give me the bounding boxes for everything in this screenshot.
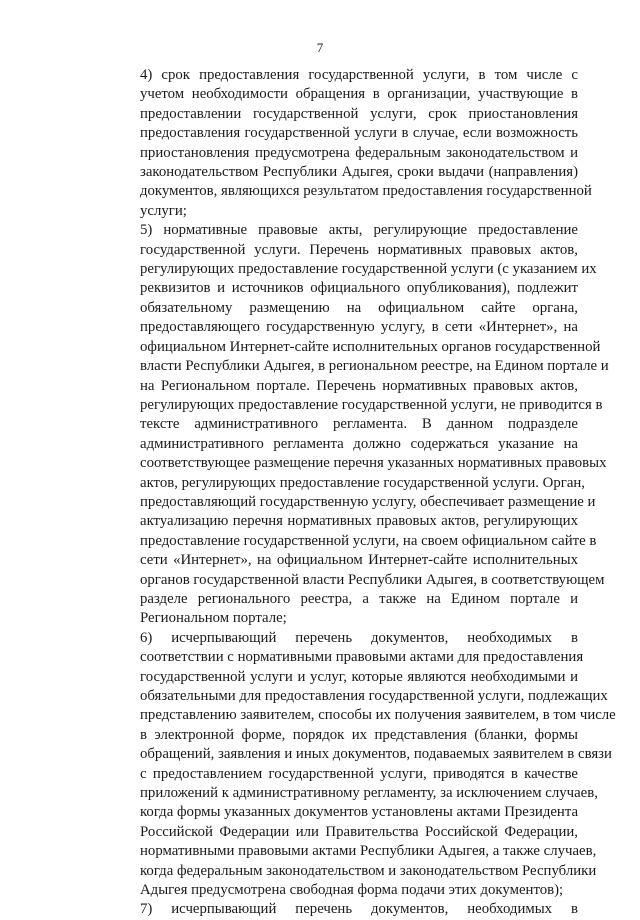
text-line: представлению заявителем, способы их получения заявителем, в том числе: [140, 707, 616, 724]
text-line: актов, регулирующих предоставление государственной услуги. Орган,: [140, 474, 586, 491]
text-line: 5) нормативные правовые акты, регулирующие предоставление: [140, 222, 578, 239]
text-line: обращений, заявления и иных документов, подаваемых заявителем в связи: [140, 746, 612, 763]
text-line: 7) исчерпывающий перечень документов, необходимых в: [140, 901, 578, 918]
text-line: с предоставлением государственной услуги, приводятся в качестве: [140, 765, 578, 782]
text-line: предоставляющего государственную услугу, в сети «Интернет», на: [140, 319, 578, 336]
text-line: когда федеральным законодательством и законодательством Республики: [140, 862, 597, 879]
text-line: 4) срок предоставления государственной услуги, в том числе с: [140, 67, 578, 83]
text-line: сети «Интернет», на официальном Интернет-сайте исполнительных: [140, 552, 578, 569]
text-line: когда формы указанных документов установлены актами Президента: [140, 804, 579, 821]
text-line: предоставления государственной услуги в случае, если возможность: [140, 125, 578, 142]
text-line: услуги;: [140, 202, 187, 219]
text-line: предоставление государственной услуги, на своем официальном сайте в: [140, 532, 597, 549]
text-line: соответствии с нормативными правовыми актами для предоставления: [140, 649, 584, 666]
text-line: власти Республики Адыгея, в региональном реестре, на Едином портале и: [140, 358, 609, 375]
text-line: государственной услуги. Перечень нормативных правовых актов,: [140, 241, 578, 258]
text-line: учетом необходимости обращения в организации, участвующие в: [140, 86, 578, 103]
paragraph-3: [88, 629, 616, 901]
text-line: органов государственной власти Республики Адыгея, в соответствующем: [140, 571, 605, 588]
text-line: Адыгея предусмотрена свободная форма подачи этих документов);: [140, 882, 564, 899]
text-line: приостановления предусмотрена федеральным законодательством и: [140, 144, 578, 161]
text-line: нормативными правовыми актами Республики Адыгея, а также случаев,: [140, 843, 597, 860]
text-line: Региональном портале;: [140, 610, 287, 627]
text-line: 6) исчерпывающий перечень документов, необходимых в: [140, 629, 578, 646]
text-line: предоставлении государственной услуги, срок приостановления: [140, 105, 578, 122]
text-line: регулирующих предоставление государственной услуги (с указанием их: [140, 261, 597, 278]
text-line: официальном Интернет-сайте исполнительных органов государственной: [140, 338, 601, 355]
text-line: соответствующее размещение перечня указанных нормативных правовых: [140, 455, 607, 472]
text-line: обязательному размещению на официальном сайте органа,: [140, 299, 578, 316]
text-line: административного регламента должно содержаться указание на: [140, 435, 578, 452]
text-line: обязательными для предоставления государственной услуги, подлежащих: [140, 688, 608, 704]
text-line: государственной услуги и услуг, которые являются необходимыми и: [140, 668, 578, 685]
body-text: [88, 66, 616, 920]
text-line: законодательством Республики Адыгея, сроки выдачи (направления): [140, 164, 578, 181]
text-line: на Региональном портале. Перечень нормативных правовых актов,: [140, 377, 578, 394]
text-line: тексте административного регламента. В данном подразделе: [140, 416, 578, 433]
text-line: реквизитов и источников официального опубликования), подлежит: [140, 280, 578, 297]
text-line: документов, являющихся результатом предоставления государственной: [140, 183, 592, 200]
paragraph-1: [88, 66, 592, 221]
text-line: актуализацию перечня нормативных правовых актов, регулирующих: [140, 513, 578, 530]
text-line: предоставляющий государственную услугу, обеспечивает размещение и: [140, 493, 596, 510]
text-line: регулирующих предоставление государственной услуги, не приводится в: [140, 396, 603, 413]
page-number: 7: [316, 40, 324, 55]
paragraph-2: [88, 221, 609, 629]
text-line: приложений к административному регламенту, за исключением случаев,: [140, 785, 598, 802]
text-line: Российской Федерации или Правительства Российской Федерации,: [140, 823, 578, 840]
text-line: в электронной форме, порядок их представления (бланки, формы: [140, 726, 578, 743]
paragraph-4: [88, 900, 578, 919]
text-line: разделе регионального реестра, а также на Едином портале и: [140, 590, 578, 607]
